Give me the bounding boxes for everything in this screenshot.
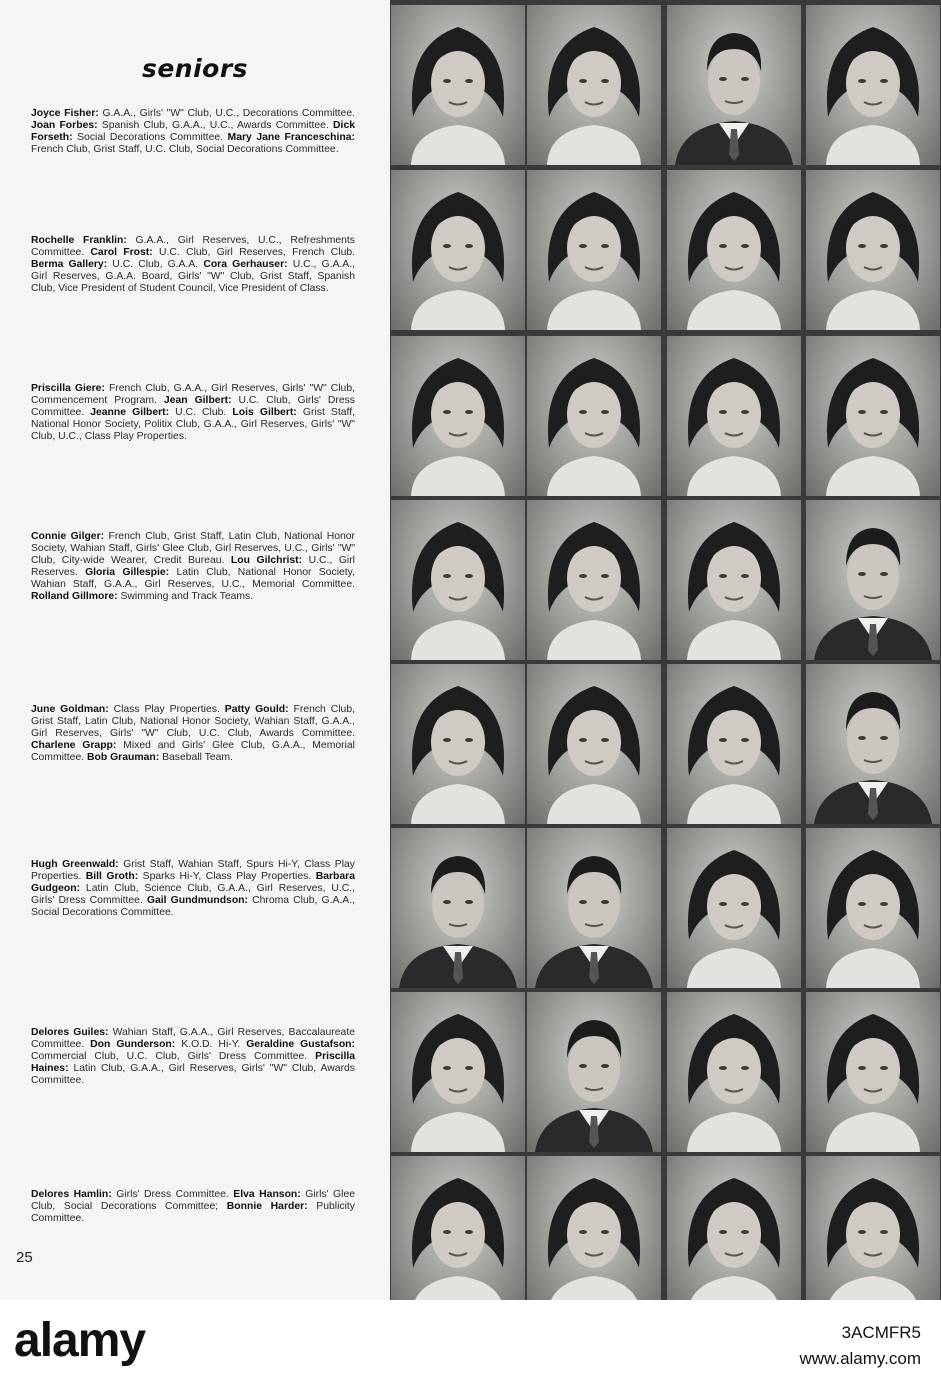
portrait-photo bbox=[806, 500, 940, 660]
entry-block bbox=[31, 108, 355, 156]
student-name: Patty Gould: bbox=[224, 704, 289, 715]
portrait-photo bbox=[806, 336, 940, 496]
student-activities: French Club, G.A.A., Girl Reserves, Girls' "W" Club, Commencement Program. bbox=[31, 383, 355, 407]
portrait-photo bbox=[527, 992, 661, 1152]
student-entry bbox=[31, 1189, 233, 1200]
student-name: Elva Hanson: bbox=[233, 1189, 301, 1200]
student-activities: G.A.A., Girl Reserves, U.C., Refreshments Committee. bbox=[31, 235, 355, 259]
student-entry bbox=[86, 871, 316, 882]
entry-block bbox=[31, 859, 355, 919]
student-activities: Wahian Staff, G.A.A., Girl Reserves, Baccalaureate Committee. bbox=[31, 1027, 355, 1051]
student-activities: U.C. Club, Girl Reserves, French Club. bbox=[152, 247, 356, 259]
portrait-photo bbox=[527, 170, 661, 330]
student-name: Delores Hamlin: bbox=[31, 1189, 112, 1200]
student-activities: Swimming and Track Teams. bbox=[117, 591, 254, 603]
entry-block bbox=[31, 1189, 355, 1225]
student-activities: Latin Club, Science Club, G.A.A., Girl Reserves, U.C., Girls' Dress Committee. bbox=[31, 883, 355, 907]
portrait-photo bbox=[806, 828, 940, 988]
student-activities: U.C. Club. bbox=[169, 407, 233, 419]
student-activities: Spanish Club, G.A.A., U.C., Awards Committee. bbox=[97, 120, 334, 132]
portrait-photo bbox=[527, 1156, 661, 1316]
student-name: Carol Frost: bbox=[90, 247, 153, 259]
student-name: Charlene Grapp: bbox=[31, 740, 117, 752]
photo-grid bbox=[390, 0, 941, 1300]
student-name: Bonnie Harder: bbox=[226, 1201, 308, 1213]
student-name: Lou Gilchrist: bbox=[230, 555, 303, 567]
student-name: Joyce Fisher: bbox=[31, 108, 99, 119]
student-entry bbox=[31, 591, 253, 602]
student-name: Cora Gerhauser: bbox=[203, 259, 288, 271]
student-entry bbox=[90, 247, 355, 258]
student-activities: Sparks Hi-Y, Class Play Properties. bbox=[138, 871, 316, 883]
student-name: Dick Forseth: bbox=[31, 120, 355, 144]
student-activities: French Club, Grist Staff, U.C. Club, Social Decorations Committee. bbox=[31, 144, 339, 156]
portrait-photo bbox=[391, 5, 525, 165]
portrait-photo bbox=[391, 664, 525, 824]
student-name: Jeanne Gilbert: bbox=[90, 407, 170, 419]
portrait-photo bbox=[667, 336, 801, 496]
student-activities: Baseball Team. bbox=[159, 752, 233, 764]
portrait-photo bbox=[667, 1156, 801, 1316]
portrait-photo bbox=[667, 992, 801, 1152]
student-entry bbox=[31, 108, 355, 119]
watermark-url: www.alamy.com bbox=[799, 1349, 921, 1368]
student-name: Jean Gilbert: bbox=[163, 395, 232, 407]
student-name: June Goldman: bbox=[31, 704, 109, 715]
entry-block bbox=[31, 531, 355, 604]
student-activities: U.C., Girl Reserves. bbox=[31, 555, 355, 579]
student-name: Lois Gilbert: bbox=[232, 407, 297, 419]
student-activities: Chroma Club, G.A.A., Social Decorations Committee. bbox=[31, 895, 355, 919]
portrait-photo bbox=[806, 992, 940, 1152]
student-entry bbox=[31, 120, 333, 131]
entry-block bbox=[31, 704, 355, 764]
student-name: Gloria Gillespie: bbox=[85, 567, 170, 579]
student-activities: Girls' Dress Committee. bbox=[111, 1189, 234, 1200]
portrait-photo bbox=[667, 828, 801, 988]
portrait-photo bbox=[806, 1156, 940, 1316]
student-name: Priscilla Giere: bbox=[31, 383, 105, 394]
portrait-photo bbox=[806, 170, 940, 330]
student-name: Hugh Greenwald: bbox=[31, 859, 119, 870]
portrait-photo bbox=[527, 336, 661, 496]
student-activities: Grist Staff, Wahian Staff, Spurs Hi-Y, Class Play Properties. bbox=[31, 859, 355, 883]
page-title: seniors bbox=[141, 54, 249, 83]
student-activities: Publicity Committee. bbox=[31, 1201, 355, 1225]
student-activities: Grist Staff, National Honor Society, Politix Club, G.A.A., Girl Reserves, Girls' "W" Club, U.C., Class Play Properties. bbox=[31, 407, 355, 443]
portrait-photo bbox=[667, 170, 801, 330]
student-entry bbox=[31, 704, 225, 715]
portrait-photo bbox=[527, 828, 661, 988]
text-column bbox=[0, 0, 390, 1300]
student-name: Geraldine Gustafson: bbox=[246, 1039, 355, 1051]
student-activities: U.C. Club, Girls' Dress Committee. bbox=[31, 395, 355, 419]
student-activities: Latin Club, National Honor Society, Wahian Staff, G.A.A., Girl Reserves, U.C., Memorial Committee. bbox=[31, 567, 355, 591]
student-name: Bill Groth: bbox=[85, 871, 139, 883]
student-name: Rochelle Franklin: bbox=[31, 235, 127, 246]
student-activities: Social Decorations Committee. bbox=[72, 132, 228, 144]
student-entry bbox=[90, 407, 232, 418]
student-activities: Girls' Glee Club, Social Decorations Committee; bbox=[31, 1189, 356, 1213]
student-activities: French Club, Grist Staff, Latin Club, National Honor Society, Wahian Staff, Girls' Glee Club, Girl Reserves, U.C., Girls' "W" Club, City-wide Wearer, Credit Bureau. bbox=[31, 531, 355, 567]
student-activities: G.A.A., Girls' "W" Club, U.C., Decorations Committee. bbox=[98, 108, 355, 119]
student-name: Joan Forbes: bbox=[31, 120, 98, 132]
student-activities: Class Play Properties. bbox=[108, 704, 225, 715]
student-activities: Mixed and Girls' Glee Club, G.A.A., Memorial Committee. bbox=[31, 740, 355, 764]
portrait-photo bbox=[391, 170, 525, 330]
portrait-photo bbox=[391, 1156, 525, 1316]
portrait-photo bbox=[806, 664, 940, 824]
portrait-photo bbox=[391, 992, 525, 1152]
student-activities: Commercial Club, U.C. Club, Girls' Dress Committee. bbox=[31, 1051, 316, 1063]
student-name: Gail Gundmundson: bbox=[146, 895, 248, 907]
student-activities: Latin Club, G.A.A., Girl Reserves, Girls' "W" Club, Awards Committee. bbox=[31, 1063, 355, 1087]
student-entry bbox=[87, 752, 233, 763]
student-activities: K.O.D. Hi-Y. bbox=[175, 1039, 247, 1051]
student-entry bbox=[90, 1039, 246, 1050]
entry-block bbox=[31, 383, 355, 443]
portrait-photo bbox=[391, 828, 525, 988]
portrait-photo bbox=[667, 5, 801, 165]
portrait-photo bbox=[667, 664, 801, 824]
student-name: Berma Gallery: bbox=[31, 259, 108, 271]
portrait-photo bbox=[527, 5, 661, 165]
entry-block bbox=[31, 1027, 355, 1087]
student-name: Rolland Gillmore: bbox=[31, 591, 118, 603]
student-activities: U.C. Club, G.A.A. bbox=[107, 259, 204, 271]
student-name: Mary Jane Franceschina: bbox=[227, 132, 355, 144]
entry-block bbox=[31, 235, 355, 295]
student-activities: French Club, Grist Staff, Latin Club, National Honor Society, Wahian Staff, G.A.A., Girl Reserves, Girls' "W" Club, U.C. Club, Awards Committee. bbox=[31, 704, 355, 740]
student-entry bbox=[31, 259, 203, 270]
portrait-photo bbox=[527, 664, 661, 824]
student-name: Bob Grauman: bbox=[87, 752, 160, 764]
student-name: Delores Guiles: bbox=[31, 1027, 109, 1038]
watermark-logo: alamy bbox=[14, 1314, 146, 1367]
watermark-code bbox=[799, 1320, 921, 1372]
portrait-photo bbox=[667, 500, 801, 660]
portrait-photo bbox=[391, 500, 525, 660]
student-activities: U.C., G.A.A., Girl Reserves, G.A.A. Board, Girls' "W" Club, Grist Staff, Spanish Club, Vice President of Student Council, Vice President of Class. bbox=[31, 259, 355, 295]
student-name: Connie Gilger: bbox=[31, 531, 105, 542]
student-name: Don Gunderson: bbox=[90, 1039, 176, 1051]
student-name: Barbara Gudgeon: bbox=[31, 871, 355, 895]
portrait-photo bbox=[806, 5, 940, 165]
page-number: 25 bbox=[16, 1249, 33, 1266]
image-code: 3ACMFR5 bbox=[841, 1323, 921, 1342]
student-name: Priscilla Haines: bbox=[31, 1051, 355, 1075]
portrait-photo bbox=[527, 500, 661, 660]
portrait-photo bbox=[391, 336, 525, 496]
